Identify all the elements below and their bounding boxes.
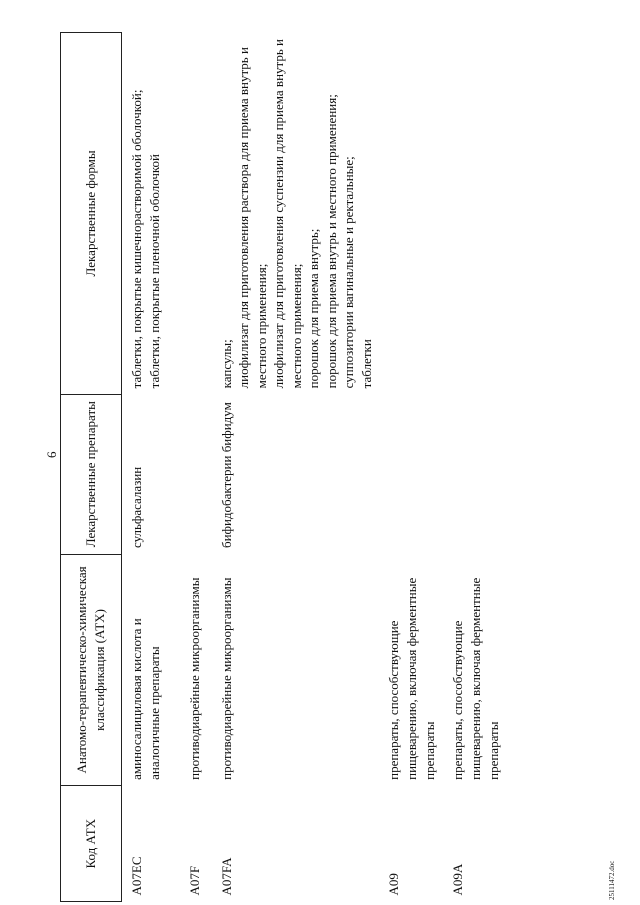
row-forms <box>212 33 380 395</box>
row-code: A07EC <box>129 856 144 896</box>
form-item: лиофилизат для приготовления раствора для приема внутрь и местного применения; <box>236 47 269 389</box>
row-code: A09 <box>386 873 402 896</box>
row-drug <box>180 394 212 554</box>
form-item: суппозитории вагинальные и ректальные; <box>341 156 357 389</box>
row-forms <box>443 33 507 395</box>
header-forms: Лекарственные формы <box>61 33 122 395</box>
row-classification: противодиарейные микроорганизмы <box>218 577 234 780</box>
table-row <box>379 33 443 902</box>
form-item: порошок для приема внутрь и местного применения; <box>323 94 339 389</box>
header-classification: Анатомо-терапевтическо-химическая классификация (АТХ) <box>61 554 122 786</box>
row-classification: препараты, способствующие пищеварению, включая ферментные препараты <box>386 577 437 780</box>
row-drug: бифидобактерии бифидум <box>218 402 234 549</box>
row-classification: аминосалициловая кислота и аналогичные препараты <box>129 618 162 780</box>
table-row <box>122 33 180 902</box>
row-classification: противодиарейные микроорганизмы <box>186 577 202 780</box>
form-item: таблетки, покрытые пленочной оболочкой <box>146 153 162 389</box>
table-row <box>180 33 212 902</box>
table-row <box>443 33 507 902</box>
form-item: таблетки, покрытые кишечнорастворимой оболочкой; <box>129 89 144 389</box>
row-code: A09A <box>450 863 466 896</box>
rotated-table-container <box>60 32 600 902</box>
form-item: порошок для приема внутрь; <box>306 228 322 389</box>
header-drugs: Лекарственные препараты <box>61 394 122 554</box>
form-item: капсулы; <box>218 339 234 389</box>
footer-file-code: 25111472.doc <box>608 860 616 900</box>
row-drug <box>379 394 443 554</box>
row-drug <box>443 394 507 554</box>
row-forms <box>122 33 180 395</box>
row-code: A07F <box>186 865 202 896</box>
table-row <box>212 33 380 902</box>
row-forms <box>180 33 212 395</box>
header-code: Код АТХ <box>61 786 122 902</box>
row-forms <box>379 33 443 395</box>
form-item: таблетки <box>358 339 374 389</box>
atc-table <box>60 32 507 902</box>
row-classification: препараты, способствующие пищеварению, включая ферментные препараты <box>450 577 501 780</box>
row-code: A07FA <box>218 857 234 896</box>
form-item: лиофилизат для приготовления суспензии для приема внутрь и местного применения; <box>271 39 304 389</box>
table-header-row <box>61 33 122 902</box>
row-drug: сульфасалазин <box>129 466 144 549</box>
page-number: 6 <box>44 451 59 458</box>
